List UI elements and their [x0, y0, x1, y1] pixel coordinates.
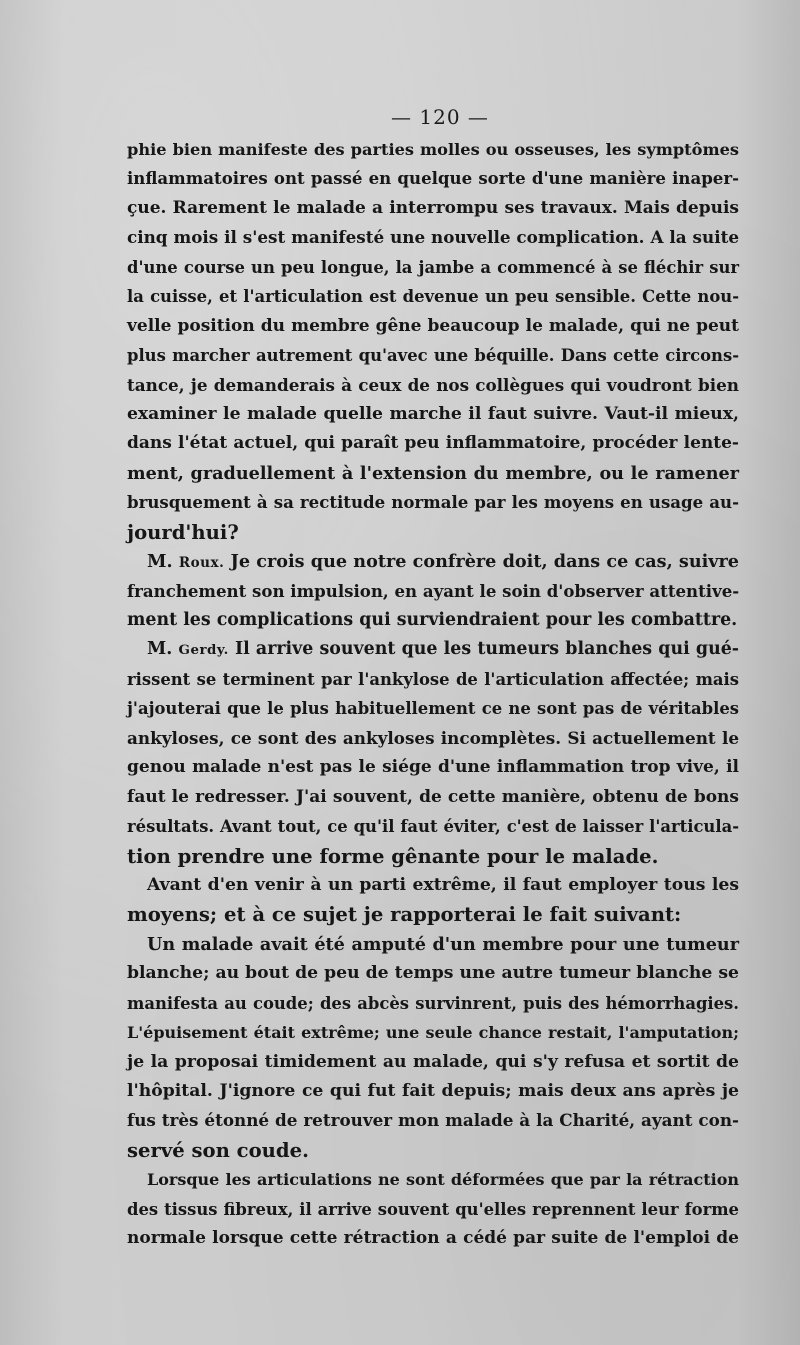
text-line: j'ajouterai que le plus habituellement ce ne sont pas de véritables [127, 699, 739, 719]
speaker-name-gerdy: Gerdy. [178, 642, 229, 659]
text-line: velle position du membre gêne beaucoup le malade, qui ne peut [127, 315, 739, 336]
speaker-prefix: M. [147, 551, 173, 573]
text-line: Je crois que notre confrère doit, dans ce cas, suivre [230, 551, 739, 573]
text-line: je la proposai timidement au malade, qui s'y refusa et sortit de [127, 1051, 739, 1072]
text-line: phie bien manifeste des parties molles ou osseuses, les symptômes [127, 140, 739, 159]
text-line: ment, graduellement à l'extension du membre, ou le ramener [127, 462, 739, 484]
text-line: l'hôpital. J'ignore ce qui fut fait depuis; mais deux ans après je [127, 1081, 739, 1101]
text-line: brusquement à sa rectitude normale par les moyens en usage au- [127, 492, 739, 513]
text-line: tance, je demanderais à ceux de nos collègues qui voudront bien [127, 374, 739, 395]
text-line: ment les complications qui surviendraient pour les combattre. [127, 610, 738, 630]
text-line: des tissus fibreux, il arrive souvent qu'elles reprennent leur forme [127, 1199, 739, 1219]
text-line: tion prendre une forme gênante pour le malade. [127, 844, 659, 868]
text-line: çue. Rarement le malade a interrompu ses travaux. Mais depuis [127, 197, 739, 218]
speaker-prefix: M. [147, 639, 173, 660]
text-line: Il arrive souvent que les tumeurs blanches qui gué- [234, 639, 739, 660]
text-line: L'épuisement était extrême; une seule chance restait, l'amputation; [127, 1023, 739, 1043]
roux-paragraph-first-line [127, 547, 739, 576]
body-text [127, 135, 739, 1254]
text-line: fus très étonné de retrouver mon malade à la Charité, ayant con- [127, 1110, 739, 1131]
text-line: Lorsque les articulations ne sont déformées que par la rétraction [147, 1170, 739, 1190]
text-line: normale lorsque cette rétraction a cédé par suite de l'emploi de [127, 1228, 739, 1249]
text-line: résultats. Avant tout, ce qu'il faut éviter, c'est de laisser l'articula- [127, 817, 739, 837]
text-line: plus marcher autrement qu'avec une béquille. Dans cette circons- [127, 346, 739, 366]
text-line: franchement son impulsion, en ayant le soin d'observer attentive- [127, 580, 740, 601]
text-line: la cuisse, et l'articulation est devenue un peu sensible. Cette nou- [127, 287, 739, 307]
text-line: manifesta au coude; des abcès survinrent, puis des hémorrhagies. [127, 993, 739, 1013]
text-line: faut le redresser. J'ai souvent, de cette manière, obtenu de bons [127, 786, 739, 807]
text-line: examiner le malade quelle marche il faut suivre. Vaut-il mieux, [127, 403, 739, 424]
page-number: — 120 — [391, 105, 489, 129]
text-line: Avant d'en venir à un parti extrême, il faut employer tous les [147, 874, 739, 895]
text-line: Un malade avait été amputé d'un membre pour une tumeur [147, 933, 739, 955]
text-line: ankyloses, ce sont des ankyloses incomplètes. Si actuellement le [127, 727, 739, 748]
text-line: blanche; au bout de peu de temps une autre tumeur blanche se [127, 963, 739, 984]
gerdy-paragraph-first-line [127, 635, 739, 664]
text-line: genou malade n'est pas le siége d'une inflammation trop vive, il [127, 757, 739, 778]
text-line: inflammatoires ont passé en quelque sorte d'une manière inaper- [127, 168, 739, 189]
text-line: dans l'état actuel, qui paraît peu inflammatoire, procéder lente- [127, 433, 739, 454]
text-line: servé son coude. [127, 1138, 309, 1162]
text-line: moyens; et à ce sujet je rapporterai le fait suivant: [127, 903, 682, 927]
text-line: rissent se terminent par l'ankylose de l'articulation affectée; mais [127, 669, 739, 689]
text-line: cinq mois il s'est manifesté une nouvelle complication. A la suite [127, 227, 739, 248]
speaker-name-roux: Roux. [178, 555, 225, 572]
text-line: jourd'hui? [127, 520, 239, 544]
text-line: d'une course un peu longue, la jambe a commencé à se fléchir sur [127, 257, 739, 277]
